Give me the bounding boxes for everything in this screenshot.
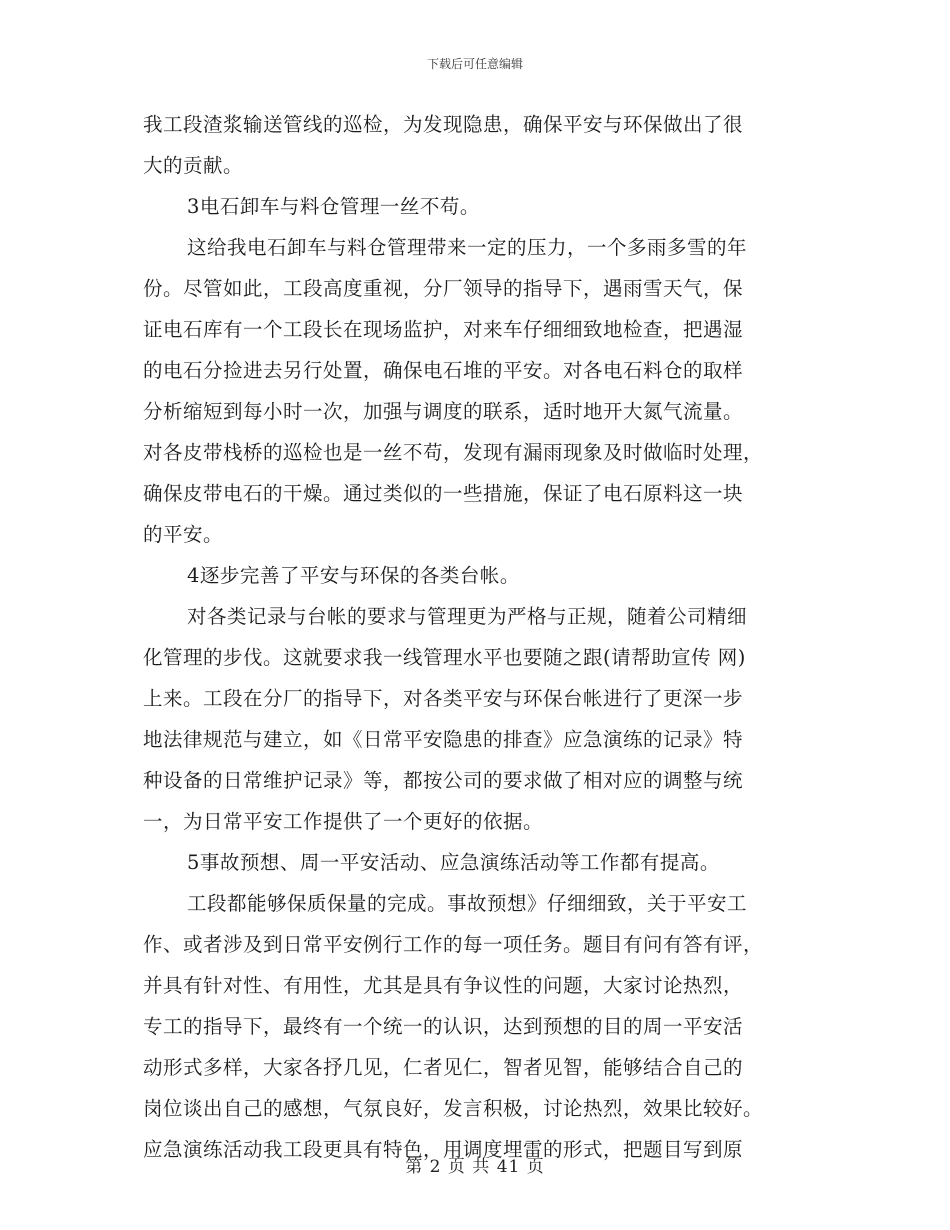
body-text-line: 份。尽管如此，工段高度重视，分厂领导的指导下，遇雨雪天气，保 — [143, 277, 744, 300]
body-text-line: 上来。工段在分厂的指导下，对各类平安与环保台帐进行了更深一步 — [143, 687, 744, 710]
body-text-line: 作、或者涉及到日常平安例行工作的每一项任务。题目有问有答有评， — [143, 933, 764, 956]
body-text-line: 动形式多样，大家各抒几见，仁者见仁，智者见智，能够结合自己的 — [143, 1056, 744, 1079]
body-text-line: 5事故预想、周一平安活动、应急演练活动等工作都有提高。 — [187, 851, 720, 874]
body-text-line: 化管理的步伐。这就要求我一线管理水平也要随之跟(请帮助宣传 网) — [143, 646, 746, 669]
body-text-line: 专工的指导下，最终有一个统一的认识，达到预想的目的周一平安活 — [143, 1015, 744, 1038]
body-text-line: 一，为日常平安工作提供了一个更好的依据。 — [143, 810, 544, 833]
body-text-line: 我工段渣浆输送管线的巡检，为发现隐患，确保平安与环保做出了很 — [143, 113, 744, 136]
body-text-line: 这给我电石卸车与料仓管理带来一定的压力，一个多雨多雪的年 — [187, 236, 748, 259]
body-text-line: 工段都能够保质保量的完成。事故预想》仔细细致，关于平安工 — [187, 892, 748, 915]
document-body — [143, 104, 811, 1170]
body-text-line: 岗位谈出自己的感想，气氛良好，发言积极，讨论热烈，效果比较好。 — [143, 1097, 764, 1120]
body-text-line: 3电石卸车与料仓管理一丝不苟。 — [187, 195, 480, 218]
body-text-line: 应急演练活动我工段更具有特色，用调度埋雷的形式，把题目写到原 — [143, 1138, 744, 1161]
body-text-line: 4逐步完善了平安与环保的各类台帐。 — [187, 564, 520, 587]
body-text-line: 分析缩短到每小时一次，加强与调度的联系，适时地开大氮气流量。 — [143, 400, 744, 423]
body-text-line: 大的贡献。 — [143, 154, 244, 177]
body-text-line: 对各皮带栈桥的巡检也是一丝不苟，发现有漏雨现象及时做临时处理， — [143, 441, 764, 464]
body-text-line: 种设备的日常维护记录》等，都按公司的要求做了相对应的调整与统 — [143, 769, 744, 792]
body-text-line: 的电石分捡进去另行处置，确保电石堆的平安。对各电石料仓的取样 — [143, 359, 744, 382]
body-text-line: 确保皮带电石的干燥。通过类似的一些措施，保证了电石原料这一块 — [143, 482, 744, 505]
body-text-line: 地法律规范与建立，如《日常平安隐患的排查》应急演练的记录》特 — [143, 728, 744, 751]
body-text-line: 的平安。 — [143, 523, 224, 546]
page-number-footer: 第 2 页 共 41 页 — [405, 1157, 545, 1177]
body-text-line: 证电石库有一个工段长在现场监护，对来车仔细细致地检查，把遇湿 — [143, 318, 744, 341]
header-note: 下载后可任意编辑 — [426, 57, 523, 71]
body-text-line: 对各类记录与台帐的要求与管理更为严格与正规，随着公司精细 — [187, 605, 748, 628]
body-text-line: 并具有针对性、有用性，尤其是具有争议性的问题，大家讨论热烈， — [143, 974, 744, 997]
